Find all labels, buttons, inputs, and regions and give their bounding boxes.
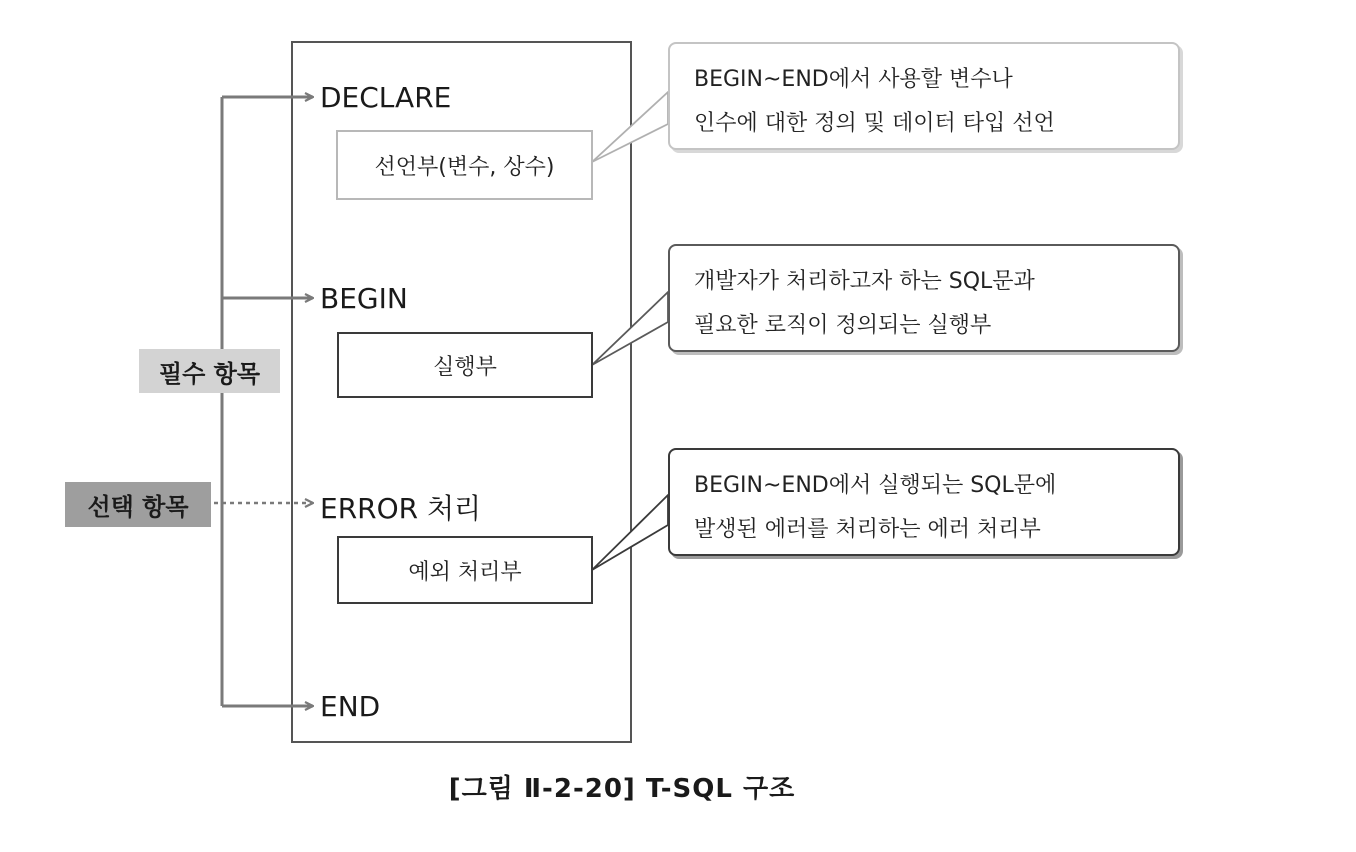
callout-error-line-1: BEGIN~END에서 실행되는 SQL문에 xyxy=(694,473,1057,498)
keyword-error: ERROR 처리 xyxy=(320,492,482,525)
figure-caption: [그림 Ⅱ-2-20] T-SQL 구조 xyxy=(448,774,796,804)
block-execution: 실행부 xyxy=(337,332,593,398)
callout-declare-line-1: BEGIN~END에서 사용할 변수나 xyxy=(694,67,1013,92)
label-optional: 선택 항목 xyxy=(65,482,211,527)
callout-begin-line-1: 개발자가 처리하고자 하는 SQL문과 xyxy=(694,269,1035,294)
block-declaration: 선언부(변수, 상수) xyxy=(336,130,593,200)
callout-error-line-2: 발생된 에러를 처리하는 에러 처리부 xyxy=(694,517,1041,542)
callout-error xyxy=(668,448,1180,556)
callout-begin-line-2: 필요한 로직이 정의되는 실행부 xyxy=(694,313,992,338)
keyword-declare: DECLARE xyxy=(320,81,452,114)
block-exception: 예외 처리부 xyxy=(337,536,593,604)
keyword-end: END xyxy=(320,690,381,723)
callout-declare xyxy=(668,42,1180,150)
callout-begin xyxy=(668,244,1180,352)
keyword-begin: BEGIN xyxy=(320,282,408,315)
label-required: 필수 항목 xyxy=(139,349,280,393)
callout-declare-line-2: 인수에 대한 정의 및 데이터 타입 선언 xyxy=(694,111,1055,136)
